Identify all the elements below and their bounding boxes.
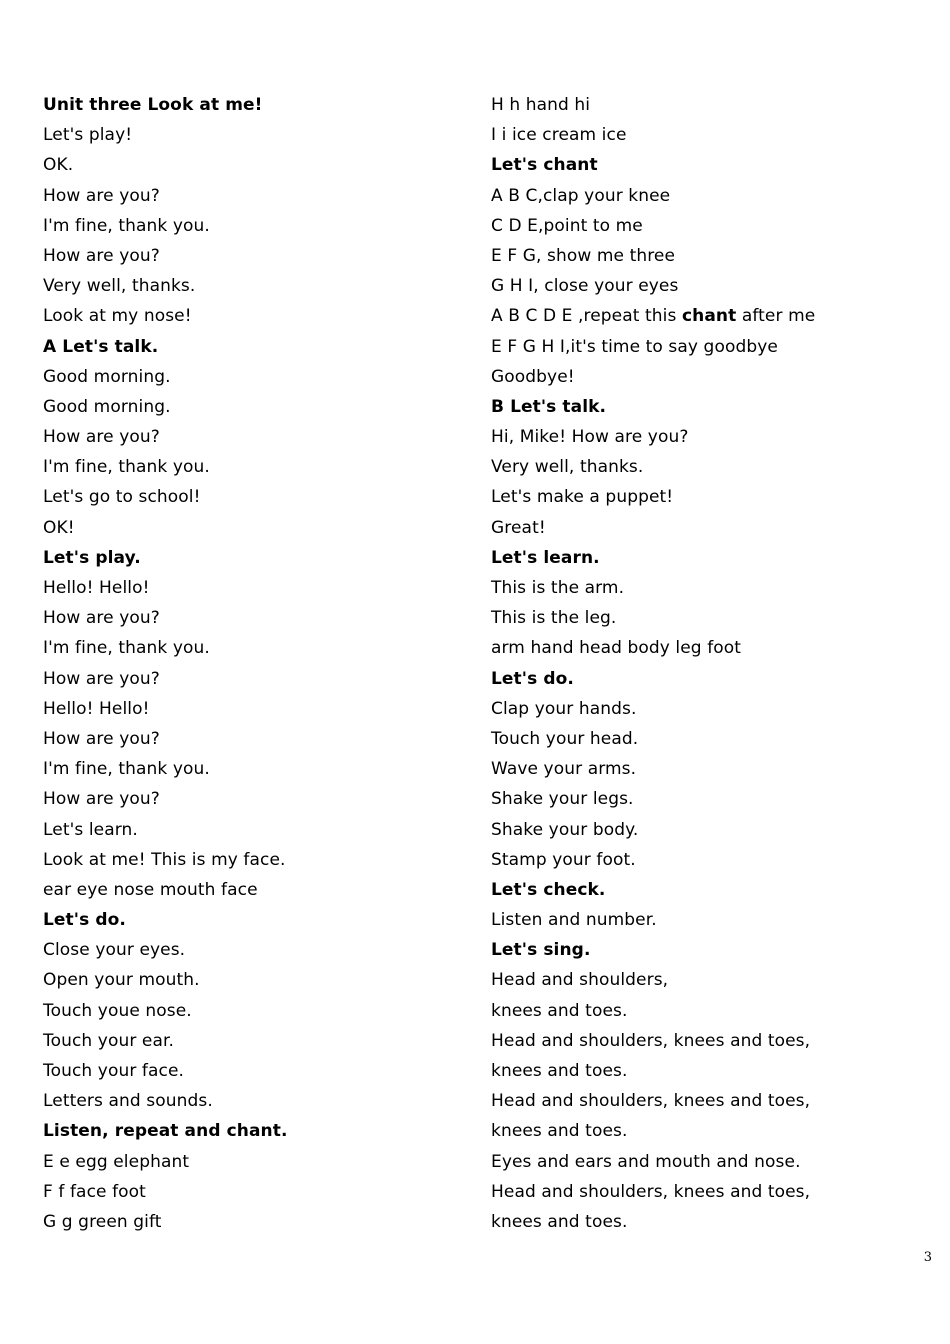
text-line: How are you?	[43, 668, 160, 689]
text-line: Hi, Mike! How are you?	[491, 427, 689, 448]
text-line: F f face foot	[43, 1181, 146, 1202]
text-line: Touch your face.	[43, 1061, 185, 1081]
text-line: How are you?	[43, 427, 160, 448]
text-line: Letters and sounds.	[43, 1091, 213, 1112]
text-line: Open your mouth.	[43, 970, 200, 991]
text-line: Shake your body.	[491, 819, 639, 840]
section-heading: Let's play.	[43, 547, 141, 568]
text-line: A B C,clap your knee	[491, 185, 671, 206]
text-line: ear eye nose mouth face	[43, 879, 258, 900]
text-line: I'm fine, thank you.	[43, 638, 210, 659]
section-heading: Let's chant	[491, 155, 598, 176]
text-line: C D E,point to me	[491, 215, 643, 236]
right-column	[491, 93, 931, 1240]
text-line: Look at my nose!	[43, 306, 192, 327]
text-line: Shake your legs.	[491, 789, 634, 810]
text-line: I i ice cream ice	[491, 125, 627, 146]
text-line: Stamp your foot.	[491, 849, 636, 870]
text-line: Very well, thanks.	[491, 457, 644, 478]
text-line: How are you?	[43, 245, 160, 266]
section-heading: A Let's talk.	[43, 336, 159, 357]
text-line: OK.	[43, 155, 74, 176]
text-line: knees and toes.	[491, 1000, 628, 1021]
text-line: Let's learn.	[43, 819, 138, 840]
text-line: E F G, show me three	[491, 245, 676, 266]
text-line: Let's play!	[43, 125, 133, 146]
text-line: Goodbye!	[491, 366, 575, 387]
text-line: Listen and number.	[491, 910, 657, 931]
section-heading: B Let's talk.	[491, 396, 607, 417]
text-line: Head and shoulders,	[491, 970, 669, 991]
text-line: I'm fine, thank you.	[43, 215, 210, 236]
text-line	[491, 304, 931, 334]
text-line: Touch your ear.	[43, 1030, 175, 1051]
section-heading: Let's do.	[491, 668, 574, 689]
text-line: knees and toes.	[491, 1121, 628, 1142]
text-line: I'm fine, thank you.	[43, 759, 210, 780]
text-line: How are you?	[43, 608, 160, 629]
text-line: Touch youe nose.	[43, 1000, 192, 1021]
section-heading: Unit three Look at me!	[43, 95, 263, 115]
bold-word: chant	[681, 306, 737, 327]
text-line: Clap your hands.	[491, 698, 637, 719]
text-line: This is the arm.	[491, 578, 625, 598]
text-line: Hello! Hello!	[43, 698, 150, 719]
text-line: I'm fine, thank you.	[43, 457, 210, 478]
text-line: Great!	[491, 517, 546, 538]
text-line: Head and shoulders, knees and toes,	[491, 1030, 811, 1051]
text-line: How are you?	[43, 728, 160, 749]
text-line: Good morning.	[43, 396, 171, 417]
section-heading: Listen, repeat and chant.	[43, 1121, 288, 1142]
text-line: Eyes and ears and mouth and nose.	[491, 1151, 801, 1172]
text-line: OK!	[43, 517, 75, 538]
text-line: E F G H I,it's time to say goodbye	[491, 336, 778, 357]
text-line: Look at me! This is my face.	[43, 849, 286, 870]
text-line: How are you?	[43, 789, 160, 810]
text-line: Good morning.	[43, 366, 171, 387]
section-heading: Let's learn.	[491, 547, 600, 568]
section-heading: Let's sing.	[491, 940, 591, 961]
text-segment: after me	[736, 306, 816, 327]
text-line: Very well, thanks.	[43, 276, 196, 297]
text-line: H h hand hi	[491, 95, 591, 115]
text-line: Touch your head.	[491, 728, 639, 749]
text-line: G H I, close your eyes	[491, 276, 679, 297]
text-line: knees and toes.	[491, 1061, 628, 1081]
text-line: knees and toes.	[491, 1211, 628, 1232]
left-column	[43, 93, 463, 1240]
text-line: Close your eyes.	[43, 940, 186, 961]
text-line: arm hand head body leg foot	[491, 638, 742, 659]
text-line: This is the leg.	[491, 608, 617, 629]
text-line: How are you?	[43, 185, 160, 206]
text-segment: A B C D E ,repeat this	[491, 306, 682, 327]
text-line: Head and shoulders, knees and toes,	[491, 1181, 811, 1202]
text-line: Hello! Hello!	[43, 578, 150, 598]
text-line: Wave your arms.	[491, 759, 637, 780]
text-line: Let's go to school!	[43, 487, 201, 508]
text-line: Head and shoulders, knees and toes,	[491, 1091, 811, 1112]
text-line: Let's make a puppet!	[491, 487, 674, 508]
section-heading: Let's check.	[491, 879, 606, 900]
section-heading: Let's do.	[43, 910, 126, 931]
text-line: G g green gift	[43, 1211, 162, 1232]
page-number: 3	[923, 1250, 932, 1265]
text-line: E e egg elephant	[43, 1151, 190, 1172]
